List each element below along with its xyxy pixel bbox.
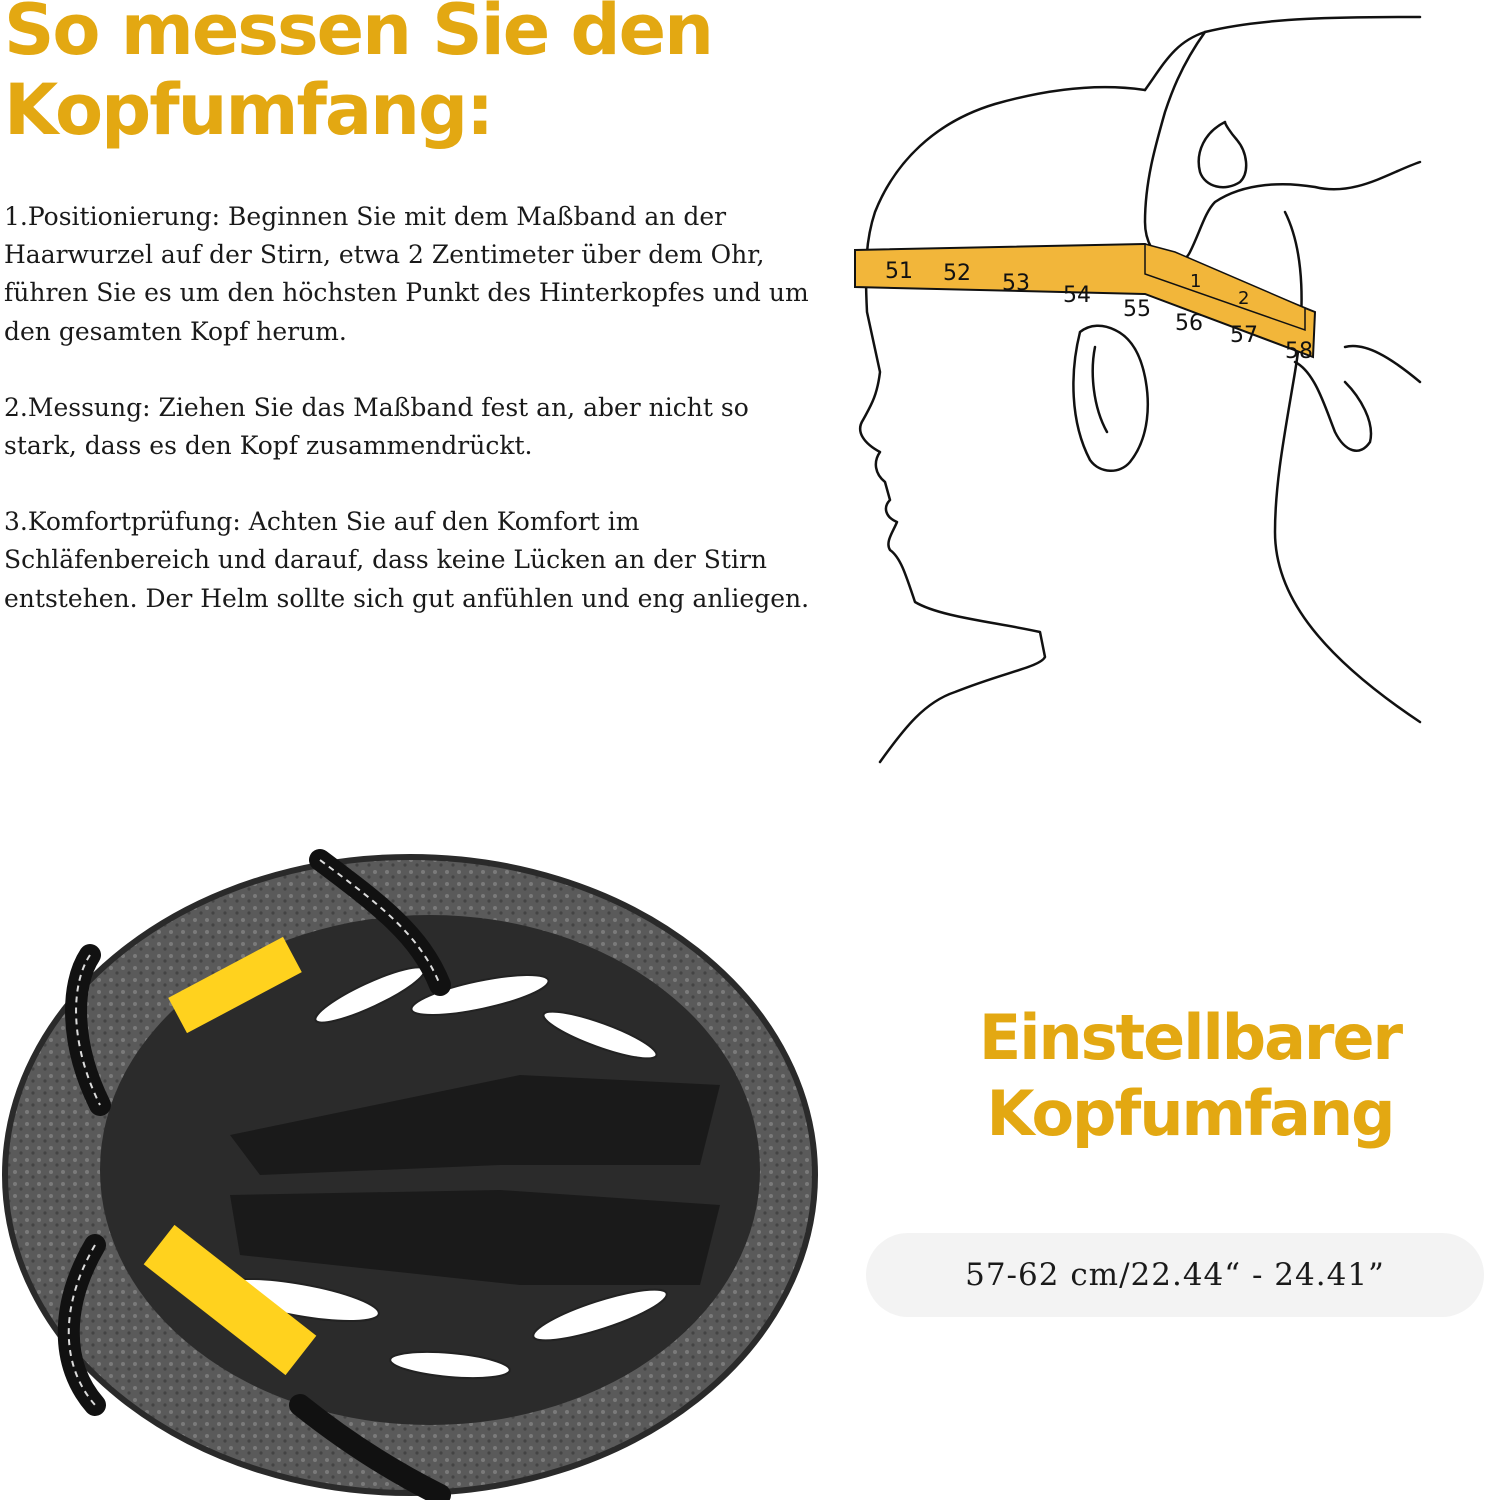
tape-label-56: 56 — [1175, 311, 1203, 336]
step-measurement: 2.Messung: Ziehen Sie das Maßband fest an, aber nicht so stark, dass es den Kopf zusammendrückt. — [4, 392, 749, 461]
tape-end-label-1: 1 — [1190, 271, 1202, 292]
subtitle-line-1: Einstellbarer — [978, 1001, 1402, 1074]
title-line-2: Kopfumfang: — [4, 69, 493, 151]
head-measuring-illustration — [845, 12, 1435, 767]
instructions — [4, 198, 814, 656]
hand-top — [1145, 17, 1420, 264]
title-line-1: So messen Sie den — [4, 0, 712, 71]
tape-label-54: 54 — [1063, 283, 1091, 308]
ear-outline — [1073, 326, 1147, 471]
hand-thumb — [1199, 122, 1246, 187]
ear-inner — [1093, 347, 1107, 432]
hand-bottom — [1295, 346, 1420, 451]
tape-end-label-2: 2 — [1238, 288, 1250, 309]
page-title — [4, 0, 712, 150]
step-comfort-check: 3.Komfortprüfung: Achten Sie auf den Komfort im Schläfenbereich und darauf, dass keine Lücken an der Stirn entstehen. Der Helm sollte sich gut anfühlen und eng anliegen. — [4, 507, 810, 613]
tape-label-57: 57 — [1230, 323, 1258, 348]
helmet-interior-photo — [0, 845, 830, 1500]
adjustable-circumference-title — [960, 1000, 1420, 1152]
tape-label-52: 52 — [943, 261, 971, 286]
subtitle-line-2: Kopfumfang — [986, 1077, 1394, 1150]
step-positioning: 1.Positionierung: Beginnen Sie mit dem Maßband an der Haarwurzel auf der Stirn, etwa 2 Zentimeter über dem Ohr, führen Sie es um den höchsten Punkt des Hinterkopfes und um den gesamten Kopf herum. — [4, 202, 809, 346]
tape-label-53: 53 — [1002, 271, 1030, 296]
tape-label-55: 55 — [1123, 297, 1151, 322]
head-back-outline — [1275, 212, 1420, 722]
tape-label-51: 51 — [885, 259, 913, 284]
size-range-badge — [866, 1233, 1484, 1317]
size-range-text: 57-62 cm/22.44“ - 24.41” — [965, 1257, 1385, 1293]
tape-label-58: 58 — [1285, 339, 1313, 364]
